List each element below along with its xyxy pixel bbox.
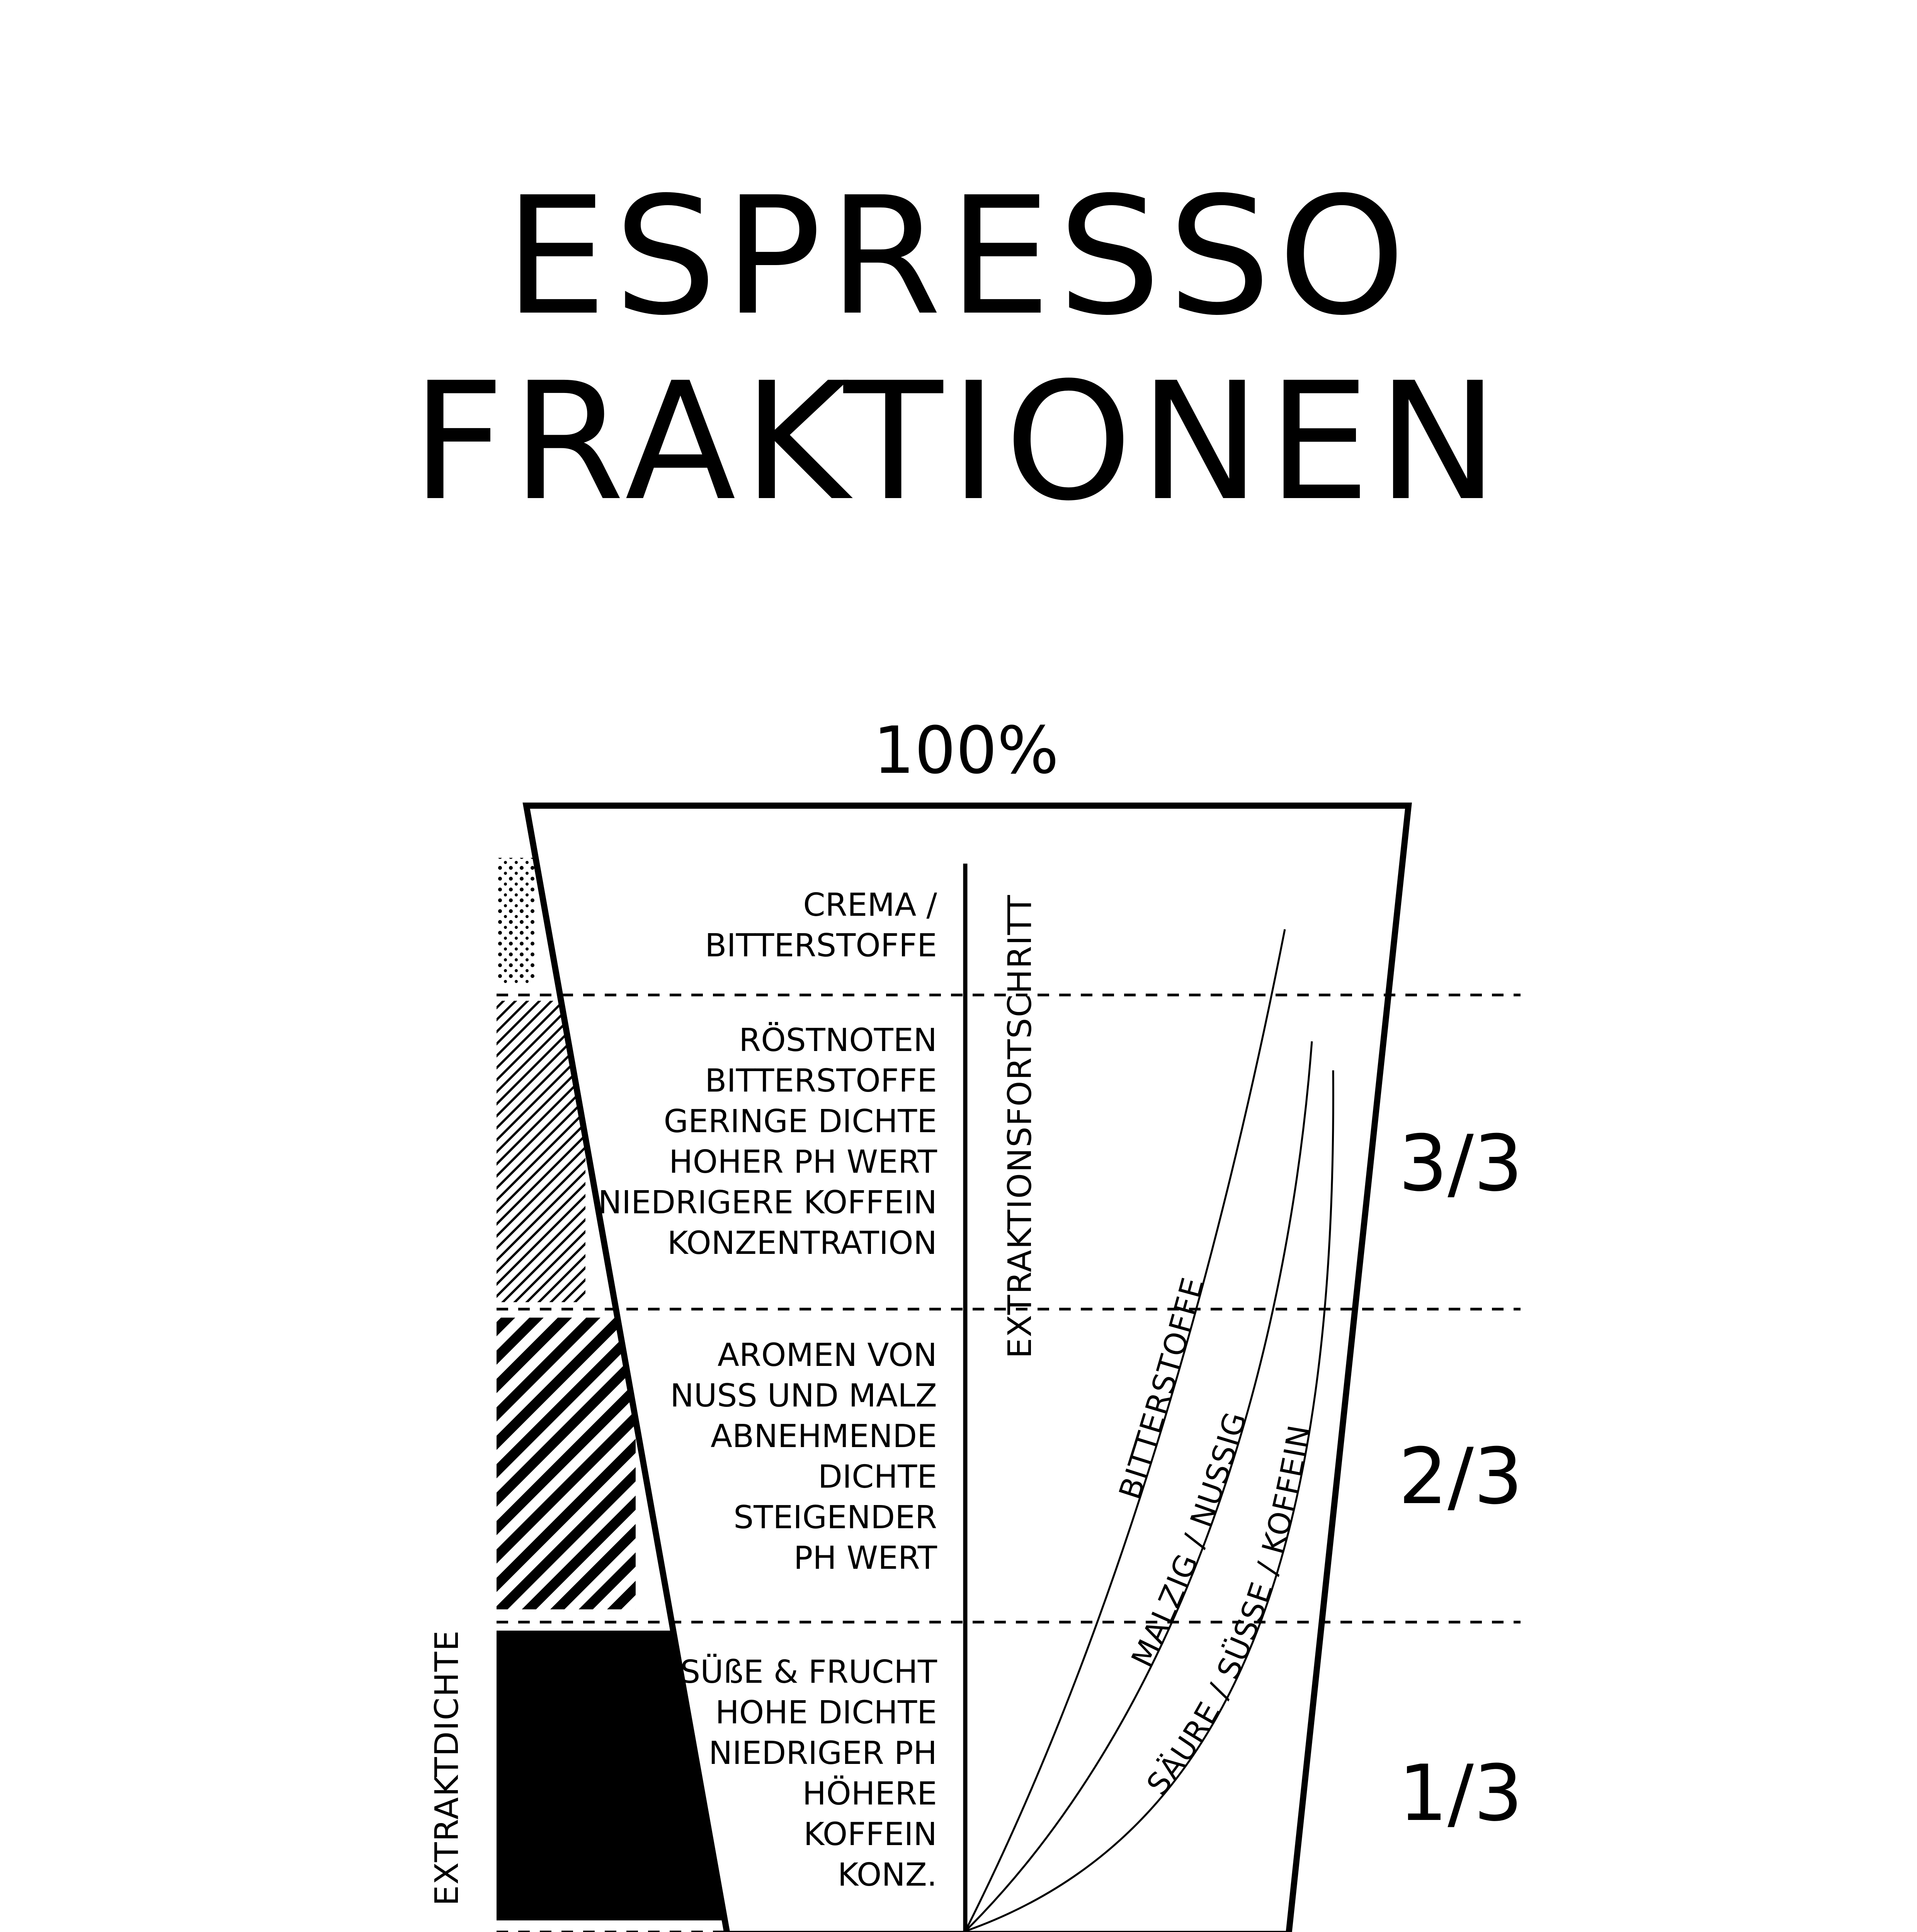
curve-label-bitterstoffe-path: BITTERSTOFFE — [1112, 1273, 1211, 1504]
fraction-2-line-4: HOHER PH WERT — [669, 1144, 937, 1180]
fraction-3-line-3: ABNEHMENDE — [710, 1418, 937, 1455]
fraction-2-line-5: NIEDRIGERE KOFFEIN — [598, 1184, 937, 1221]
title-line-2: FRAKTIONEN — [411, 348, 1506, 537]
fraction-3-line-5: STEIGENDER — [733, 1499, 937, 1536]
fraction-4-line-3: NIEDRIGER PH — [708, 1735, 937, 1772]
fraction-4-line-1: SÜßE & FRUCHT — [680, 1654, 937, 1690]
fraction-3-line-6: PH WERT — [793, 1540, 937, 1577]
fraction-2-line-1: RÖSTNOTEN — [739, 1022, 937, 1059]
curve-label-saeure-path: SÄURE / SÜSSE / KOFFEIN — [1140, 1422, 1318, 1802]
fraction-4-line-2: HOHE DICHTE — [715, 1694, 937, 1731]
fraction-2-line-3: GERINGE DICHTE — [663, 1103, 937, 1140]
third-label-1: 1/3 — [1398, 1748, 1523, 1838]
fraction-1-line-2: BITTERSTOFFE — [705, 927, 937, 964]
fraction-3-line-2: NUSS UND MALZ — [670, 1378, 937, 1414]
top-percent-label: 100% — [873, 713, 1059, 788]
curve-label-malzig-nussig-path: MALZIG / NUSSIG — [1125, 1408, 1254, 1673]
density-axis-label: EXTRAKTDICHTE — [428, 1629, 466, 1906]
fraction-3-line-1: AROMEN VON — [717, 1337, 937, 1374]
fraction-4-line-4: HÖHERE — [802, 1776, 937, 1812]
density-bar-aromen — [497, 1318, 636, 1609]
fraction-2-line-6: KONZENTRATION — [667, 1225, 937, 1262]
fraction-4-line-5: KOFFEIN — [803, 1816, 937, 1853]
third-label-2: 2/3 — [1398, 1432, 1523, 1522]
extraction-axis-label: EXTRAKTIONSFORTSCHRITT — [1001, 894, 1039, 1359]
fraction-2-line-2: BITTERSTOFFE — [705, 1063, 937, 1099]
fraction-1-line-1: CREMA / — [803, 887, 937, 923]
fraction-4-line-6: KONZ. — [837, 1857, 937, 1893]
third-label-3: 3/3 — [1398, 1119, 1523, 1209]
density-bar-crema — [497, 858, 535, 983]
fraction-3-line-4: DICHTE — [818, 1459, 937, 1495]
title-line-1: ESPRESSO — [504, 162, 1413, 351]
